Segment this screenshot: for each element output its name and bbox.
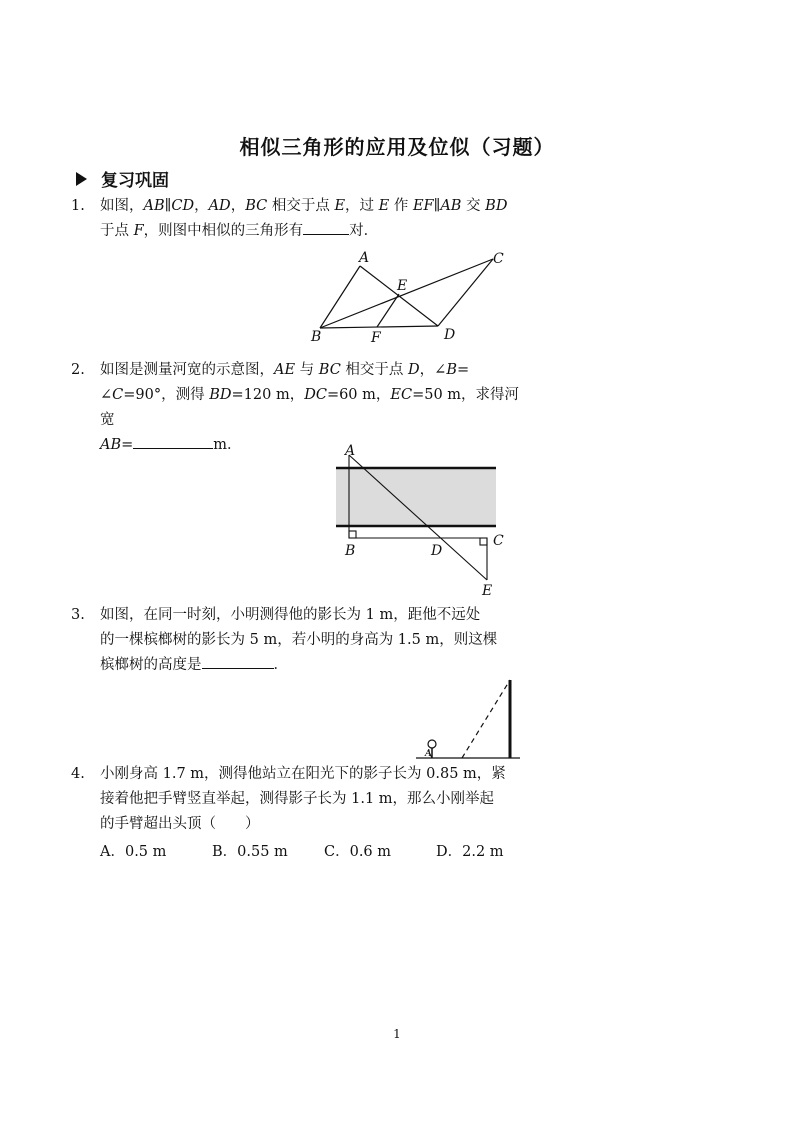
question-text xyxy=(100,194,531,244)
text: = xyxy=(456,362,470,378)
question-number: 4. xyxy=(71,766,85,782)
text: m． xyxy=(213,437,242,453)
text: =50 m，求得河宽 xyxy=(100,387,520,428)
figure-1-diagram xyxy=(305,248,525,348)
label-B: B xyxy=(311,329,322,345)
question-number: 3. xyxy=(71,607,85,623)
question-number: 1. xyxy=(71,198,85,214)
text: ，∠ xyxy=(419,362,447,378)
question-3 xyxy=(71,603,531,678)
segment-label: CD xyxy=(171,198,195,214)
text: ∠ xyxy=(100,387,113,403)
segment-label: BD xyxy=(209,387,232,403)
text: 作 xyxy=(389,198,413,214)
segment-label: AE xyxy=(274,362,296,378)
label-C: C xyxy=(493,533,504,549)
point-label: E xyxy=(378,198,390,214)
question-4 xyxy=(71,762,531,837)
text: 如图是测量河宽的示意图， xyxy=(100,362,274,378)
label-B: B xyxy=(345,543,356,559)
text: =90°，测得 xyxy=(123,387,210,403)
segment-label: EC xyxy=(390,387,413,403)
label-F: F xyxy=(371,330,381,346)
text: ， xyxy=(230,198,246,214)
person-label: A xyxy=(425,749,432,759)
question-1 xyxy=(71,194,531,244)
point-label: C xyxy=(112,387,124,403)
text: 与 xyxy=(295,362,319,378)
text: 于点 xyxy=(100,223,134,239)
text: 的手臂超出头顶（ ） xyxy=(100,816,260,832)
question-4-options xyxy=(100,840,504,861)
page-number: 1 xyxy=(393,1027,401,1041)
figure-3-diagram xyxy=(410,676,525,762)
page-title: 相似三角形的应用及位似（习题） xyxy=(239,135,555,159)
text: 如图， xyxy=(100,198,144,214)
text: =120 m， xyxy=(231,387,305,403)
text: 相交于点 xyxy=(267,198,335,214)
question-number: 2. xyxy=(71,362,85,378)
text: ，则图中相似的三角形有 xyxy=(143,223,304,239)
segment-label: BC xyxy=(245,198,268,214)
label-E: E xyxy=(482,583,493,598)
text: 槟榔树的高度是 xyxy=(100,657,202,673)
option-a[interactable]: A．0.5 m xyxy=(100,844,167,860)
point-label: E xyxy=(334,198,346,214)
text: ∥ xyxy=(433,198,441,214)
label-A: A xyxy=(345,443,356,459)
text: 的一棵槟榔树的影长为 5 m，若小明的身高为 1.5 m，则这棵 xyxy=(100,632,498,648)
point-label: B xyxy=(446,362,457,378)
text: 相交于点 xyxy=(340,362,409,378)
question-text xyxy=(100,603,531,678)
text: 小刚身高 1.7 m，测得他站立在阳光下的影子长为 0.85 m，紧 xyxy=(100,766,506,782)
label-D: D xyxy=(431,543,443,559)
text: ． xyxy=(273,657,288,673)
text: 对． xyxy=(349,223,379,239)
segment-label: AD xyxy=(208,198,231,214)
point-label: F xyxy=(133,223,144,239)
option-d[interactable]: D．2.2 m xyxy=(436,844,504,860)
text: ， xyxy=(194,198,209,214)
text: 如图，在同一时刻，小明测得他的影长为 1 m，距他不远处 xyxy=(100,607,481,623)
option-c[interactable]: C．0.6 m xyxy=(324,844,392,860)
option-b[interactable]: B．0.55 m xyxy=(212,844,288,860)
figure-2-diagram xyxy=(330,440,515,598)
answer-blank[interactable] xyxy=(303,220,349,235)
point-label: D xyxy=(408,362,420,378)
label-D: D xyxy=(444,327,456,343)
text: ，过 xyxy=(345,198,379,214)
text: 交 xyxy=(461,198,486,214)
text: =60 m， xyxy=(326,387,391,403)
sun-ray-line xyxy=(462,680,510,758)
segment-label: AB xyxy=(143,198,165,214)
segment-label: DC xyxy=(304,387,327,403)
label-A: A xyxy=(359,250,370,266)
text: = xyxy=(121,437,134,453)
label-E: E xyxy=(397,278,408,294)
text: ∥ xyxy=(164,198,172,214)
segment-label: BC xyxy=(318,362,341,378)
question-text xyxy=(100,762,531,837)
answer-blank[interactable] xyxy=(133,434,213,449)
segment-label: EF xyxy=(412,198,434,214)
answer-blank[interactable] xyxy=(202,654,274,669)
section-heading xyxy=(75,166,169,191)
river-band xyxy=(336,468,496,526)
segment-label: BD xyxy=(485,198,508,214)
arrow-bullet-icon xyxy=(76,172,87,186)
label-C: C xyxy=(493,251,504,267)
segment-label: AB xyxy=(100,437,122,453)
section-label: 复习巩固 xyxy=(101,171,169,191)
segment-label: AB xyxy=(440,198,462,214)
text: 接着他把手臂竖直举起，测得影子长为 1.1 m，那么小刚举起 xyxy=(100,791,495,807)
